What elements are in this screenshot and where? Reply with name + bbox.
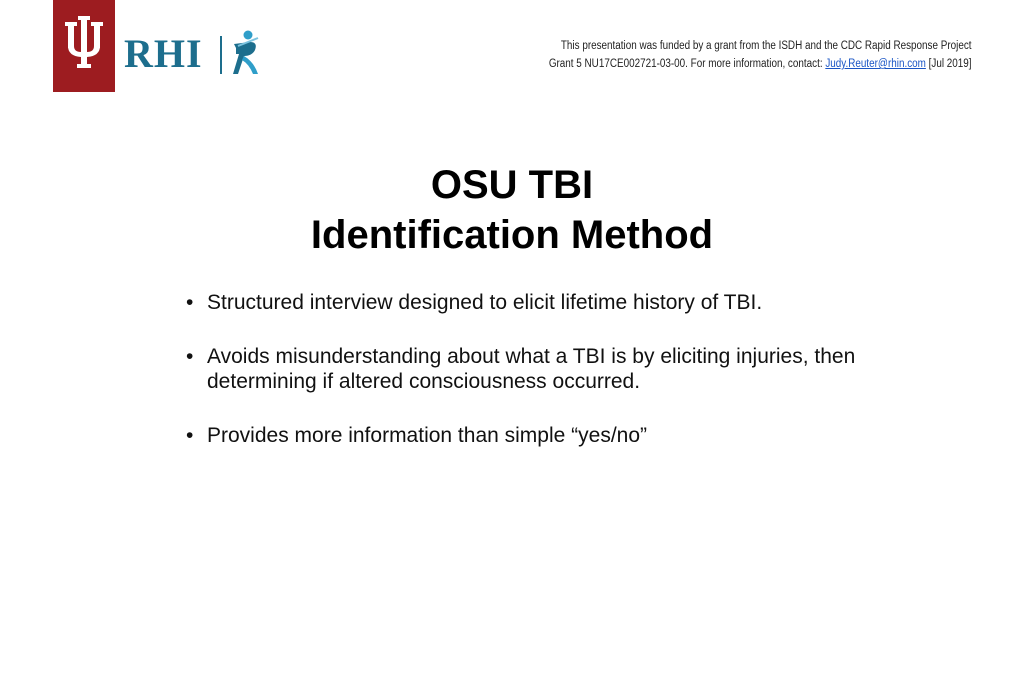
bullet-list <box>186 290 886 477</box>
bullet-item <box>186 423 886 448</box>
funding-line-1: This presentation was funded by a grant from the ISDH and the CDC Rapid Response Project <box>561 40 972 52</box>
title-line-1: OSU TBI <box>430 163 594 207</box>
rhi-runner-icon <box>228 30 264 76</box>
bullet-dot: • <box>186 424 194 447</box>
bullet-text: Structured interview designed to elicit lifetime history of TBI. <box>207 291 763 314</box>
bullet-text: Provides more information than simple “yes/no” <box>207 424 648 447</box>
bullet-dot: • <box>186 345 194 368</box>
contact-email-link[interactable]: Judy.Reuter@rhin.com <box>825 58 927 70</box>
bullet-text: Avoids misunderstanding about what a TBI is by eliciting injuries, then determining if altered consciousness occurred. <box>207 345 856 393</box>
iu-trident-icon <box>53 0 115 92</box>
funding-line-2 <box>549 55 972 73</box>
funding-notice <box>549 37 972 73</box>
title-line-2: Identification Method <box>310 213 714 257</box>
funding-line-2-suffix: [Jul 2019] <box>926 58 972 70</box>
rhi-logo-text: RHI <box>124 31 203 76</box>
slide-title <box>0 160 1024 260</box>
bullet-item <box>186 290 886 315</box>
bullet-item <box>186 344 886 394</box>
funding-line-2-prefix: Grant 5 NU17CE002721-03-00. For more information, contact: <box>549 58 826 70</box>
logo-divider <box>220 36 222 74</box>
bullet-dot: • <box>186 291 194 314</box>
iu-logo <box>53 0 115 92</box>
